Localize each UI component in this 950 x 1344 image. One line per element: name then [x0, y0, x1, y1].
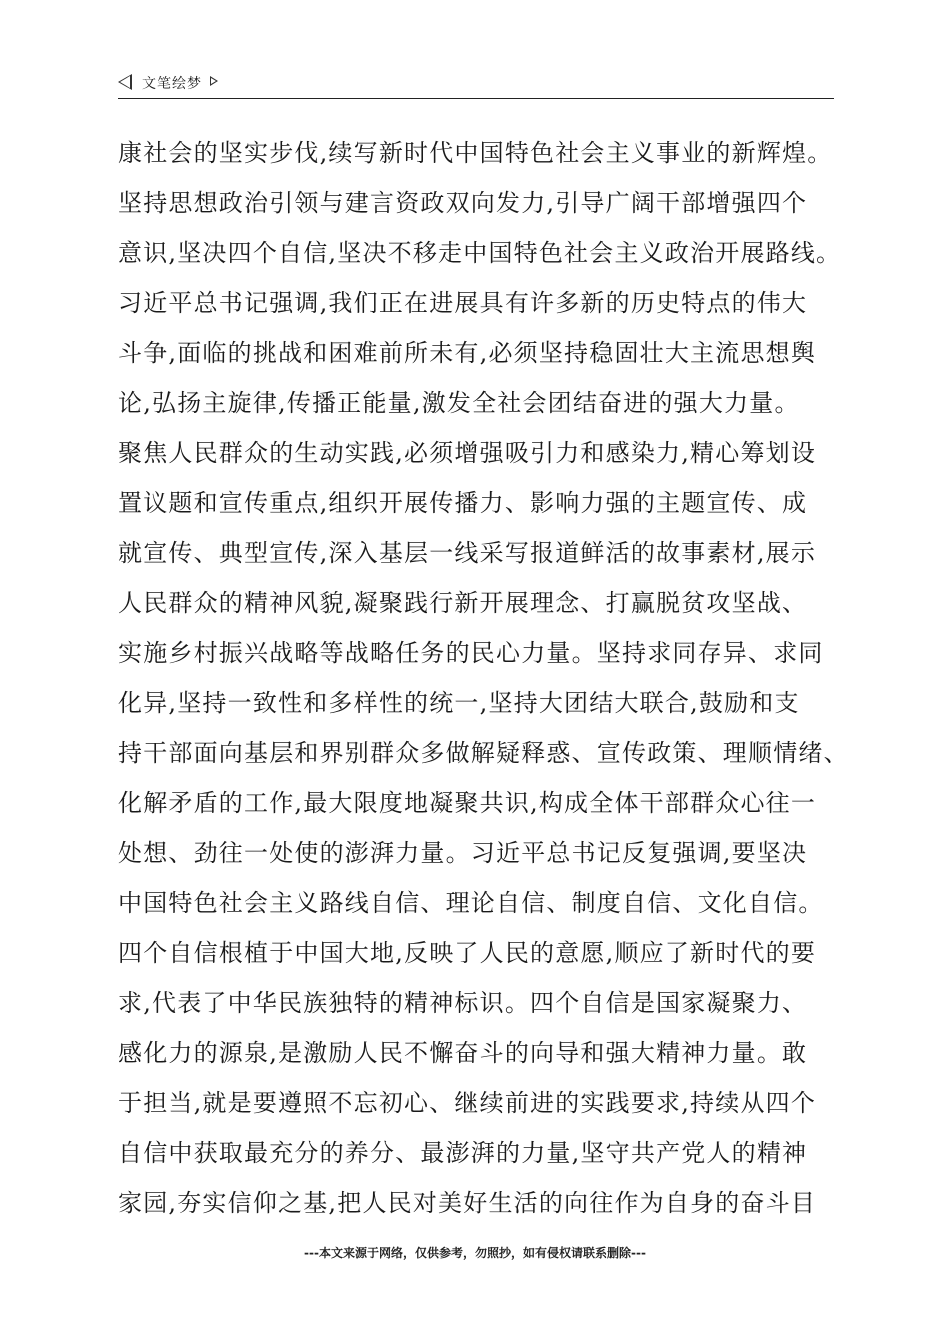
text-line: 实施乡村振兴战略等战略任务的民心力量。坚持求同存异、求同 [118, 639, 824, 667]
text-line: 聚焦人民群众的生动实践,必须增强吸引力和感染力,精心筹划设 [118, 439, 817, 467]
text-line: 置议题和宣传重点,组织开展传播力、影响力强的主题宣传、成 [118, 489, 808, 517]
text-line: 感化力的源泉,是激励人民不懈奋斗的向导和强大精神力量。敢 [118, 1039, 808, 1067]
text-line: 求,代表了中华民族独特的精神标识。四个自信是国家凝聚力、 [118, 989, 808, 1017]
page-footer-disclaimer: ---本文来源于网络，仅供参考，勿照抄，如有侵权请联系删除--- [304, 1246, 646, 1260]
text-line: 家园,夯实信仰之基,把人民对美好生活的向往作为自身的奋斗目 [118, 1189, 817, 1217]
page-header [118, 70, 834, 99]
text-line: 人民群众的精神风貌,凝聚践行新开展理念、打赢脱贫攻坚战、 [118, 589, 808, 617]
text-line: 四个自信根植于中国大地,反映了人民的意愿,顺应了新时代的要 [118, 939, 817, 967]
text-line: 中国特色社会主义路线自信、理论自信、制度自信、文化自信。 [118, 889, 824, 917]
triangle-right-icon [210, 76, 218, 86]
text-line: 持干部面向基层和界别群众多做解疑释惑、宣传政策、理顺情绪、 [118, 739, 849, 767]
text-line: 就宣传、典型宣传,深入基层一线采写报道鲜活的故事素材,展示 [118, 539, 817, 567]
text-line: 论,弘扬主旋律,传播正能量,激发全社会团结奋进的强大力量。 [118, 389, 800, 417]
text-line: 处想、劲往一处使的澎湃力量。习近平总书记反复强调,要坚决 [118, 839, 808, 867]
text-line: 自信中获取最充分的养分、最澎湃的力量,坚守共产党人的精神 [118, 1139, 808, 1167]
header-title: 文笔绘梦 [142, 76, 202, 92]
text-line: 斗争,面临的挑战和困难前所未有,必须坚持稳固壮大主流思想舆 [118, 339, 817, 367]
text-line: 习近平总书记强调,我们正在进展具有许多新的历史特点的伟大 [118, 289, 808, 317]
text-line: 康社会的坚实步伐,续写新时代中国特色社会主义事业的新辉煌。 [118, 139, 833, 167]
text-line: 化解矛盾的工作,最大限度地凝聚共识,构成全体干部群众心往一 [118, 789, 817, 817]
text-line: 坚持思想政治引领与建言资政双向发力,引导广阔干部增强四个 [118, 189, 808, 217]
text-line: 化异,坚持一致性和多样性的统一,坚持大团结大联合,鼓励和支 [118, 689, 800, 717]
text-line: 于担当,就是要遵照不忘初心、继续前进的实践要求,持续从四个 [118, 1089, 817, 1117]
document-body [118, 128, 848, 1228]
triangle-left-icon [118, 74, 132, 90]
text-line: 意识,坚决四个自信,坚决不移走中国特色社会主义政治开展路线。 [118, 239, 842, 267]
